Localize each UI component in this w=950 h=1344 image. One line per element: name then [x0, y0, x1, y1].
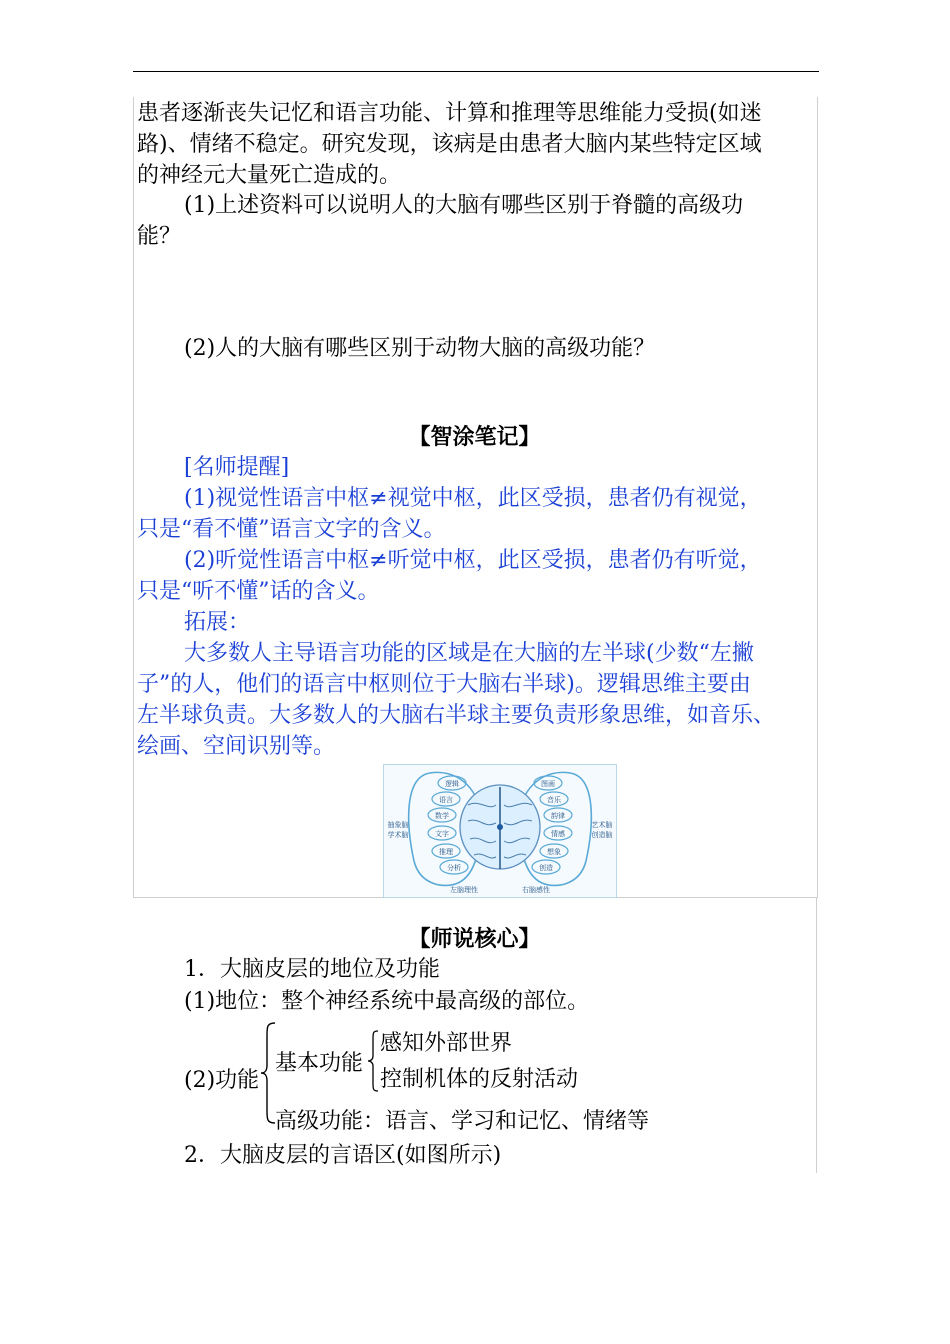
left-item: 逻辑: [445, 780, 459, 788]
tip-1: (1)视觉性语言中枢≠视觉中枢，此区受损，患者仍有视觉，: [184, 486, 762, 511]
material-line: 路)、情绪不稳定。研究发现，该病是由患者大脑内某些特定区域: [137, 132, 762, 157]
right-item: 图画: [541, 780, 555, 788]
basic-function-2: 控制机体的反射活动: [380, 1067, 579, 1092]
core-frame-edge: [816, 898, 817, 1173]
left-side-label: 抽象脑: [387, 821, 409, 829]
extension-label: 拓展：: [184, 610, 251, 635]
extension-line: 大多数人主导语言功能的区域是在大脑的左半球(少数“左撇: [184, 641, 754, 666]
notes-title: 【智涂笔记】: [408, 424, 541, 450]
left-item: 数学: [435, 812, 449, 820]
tip-1-cont: 只是“看不懂”语言文字的含义。: [137, 517, 446, 542]
material-line: 患者逐渐丧失记忆和语言功能、计算和推理等思维能力受损(如迷: [137, 101, 762, 126]
basic-function-brace: [367, 1029, 379, 1093]
right-item: 情感: [551, 830, 565, 838]
left-caption: 左脑理性: [450, 886, 478, 894]
core-heading-2: 2．大脑皮层的言语区(如图所示): [184, 1143, 502, 1168]
right-side-label: 艺术脑: [591, 821, 613, 829]
tip-2-cont: 只是“听不懂”话的含义。: [137, 579, 380, 604]
extension-line: 左半球负责。大多数人的大脑右半球主要负责形象思维，如音乐、: [137, 703, 776, 728]
tip-label: [名师提醒]: [184, 455, 290, 480]
left-item: 文字: [435, 830, 449, 838]
core-title: 【师说核心】: [408, 926, 541, 952]
material-line: 的神经元大量死亡造成的。: [137, 163, 402, 188]
advanced-function: 高级功能：语言、学习和记忆、情绪等: [275, 1109, 650, 1134]
right-item: 音乐: [547, 796, 561, 804]
left-item: 分析: [447, 864, 461, 872]
right-item: 创造: [539, 864, 553, 872]
basic-function-1: 感知外部世界: [380, 1031, 513, 1056]
tip-2: (2)听觉性语言中枢≠听觉中枢，此区受损，患者仍有听觉，: [184, 548, 762, 573]
extension-line: 绘画、空间识别等。: [137, 734, 336, 759]
core-position: (1)地位：整个神经系统中最高级的部位。: [184, 989, 590, 1014]
right-side-label: 创造脑: [591, 831, 613, 839]
question-1-cont: 能？: [137, 224, 182, 249]
brain-diagram: [384, 765, 616, 897]
left-item: 语言: [439, 796, 453, 804]
left-side-label: 学术脑: [387, 831, 409, 839]
right-item: 韵律: [551, 812, 565, 820]
brain-figure: [383, 764, 617, 898]
basic-function-label: 基本功能: [275, 1051, 364, 1076]
question-1: (1)上述资料可以说明人的大脑有哪些区别于脊髓的高级功: [184, 193, 744, 218]
question-2: (2)人的大脑有哪些区别于动物大脑的高级功能？: [184, 336, 656, 361]
core-heading-1: 1．大脑皮层的地位及功能: [184, 957, 440, 982]
header-rule: [133, 71, 819, 72]
left-item: 推理: [439, 848, 453, 856]
right-item: 想象: [547, 848, 561, 856]
function-label: (2)功能: [184, 1068, 260, 1093]
right-caption: 右脑感性: [522, 886, 550, 894]
extension-line: 子”的人，他们的语言中枢则位于大脑右半球)。逻辑思维主要由: [137, 672, 751, 697]
